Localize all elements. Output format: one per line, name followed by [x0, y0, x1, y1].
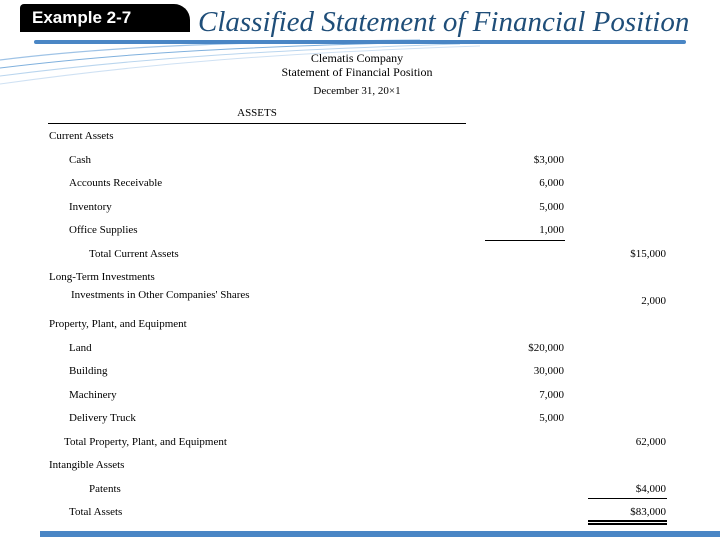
line-item-amount: 5,000 [539, 412, 564, 424]
subtotal-rule [588, 498, 667, 499]
statement-date: December 31, 20×1 [313, 85, 401, 97]
total-ppe-label: Total Property, Plant, and Equipment [64, 436, 227, 448]
slide-title: Classified Statement of Financial Position [198, 6, 690, 38]
line-item-label: Building [69, 365, 108, 377]
line-item-label: Patents [89, 483, 121, 495]
total-assets-amount: $83,000 [630, 506, 666, 518]
line-item-label: Delivery Truck [69, 412, 136, 424]
line-item-label: Inventory [69, 201, 112, 213]
line-item-amount: 5,000 [539, 201, 564, 213]
line-item-amount: $3,000 [533, 154, 564, 166]
line-item-amount: 7,000 [539, 389, 564, 401]
total-ppe-amount: 62,000 [635, 436, 666, 448]
ppe-heading: Property, Plant, and Equipment [49, 318, 187, 330]
total-current-assets-label: Total Current Assets [89, 248, 179, 260]
header-rule [48, 123, 466, 124]
line-item-amount: $20,000 [528, 342, 564, 354]
long-term-investments-heading: Long-Term Investments [49, 271, 155, 283]
line-item-label: Office Supplies [69, 224, 138, 236]
statement-name: Statement of Financial Position [281, 65, 433, 79]
line-item-label: Machinery [69, 389, 117, 401]
line-item-amount: 6,000 [539, 177, 564, 189]
double-underline-bottom [588, 523, 667, 525]
title-underline [34, 40, 686, 44]
line-item-label: Investments in Other Companies' Shares [71, 289, 250, 301]
line-item-label: Accounts Receivable [69, 177, 163, 189]
line-item-amount: 1,000 [539, 224, 564, 236]
footer-bar [40, 531, 720, 537]
total-assets-label: Total Assets [69, 506, 123, 518]
long-term-investments-amount: 2,000 [641, 295, 666, 307]
company-name: Clematis Company [310, 51, 404, 65]
subtotal-rule [485, 240, 565, 241]
example-badge: Example 2-7 [20, 4, 190, 32]
intangible-assets-heading: Intangible Assets [49, 459, 125, 471]
section-heading: ASSETS [237, 107, 277, 119]
line-item-label: Land [69, 342, 92, 354]
double-underline-top [588, 520, 667, 522]
total-current-assets-amount: $15,000 [630, 248, 666, 260]
patents-amount: $4,000 [635, 483, 666, 495]
current-assets-heading: Current Assets [49, 130, 114, 142]
line-item-amount: 30,000 [533, 365, 564, 377]
line-item-label: Cash [69, 154, 91, 166]
